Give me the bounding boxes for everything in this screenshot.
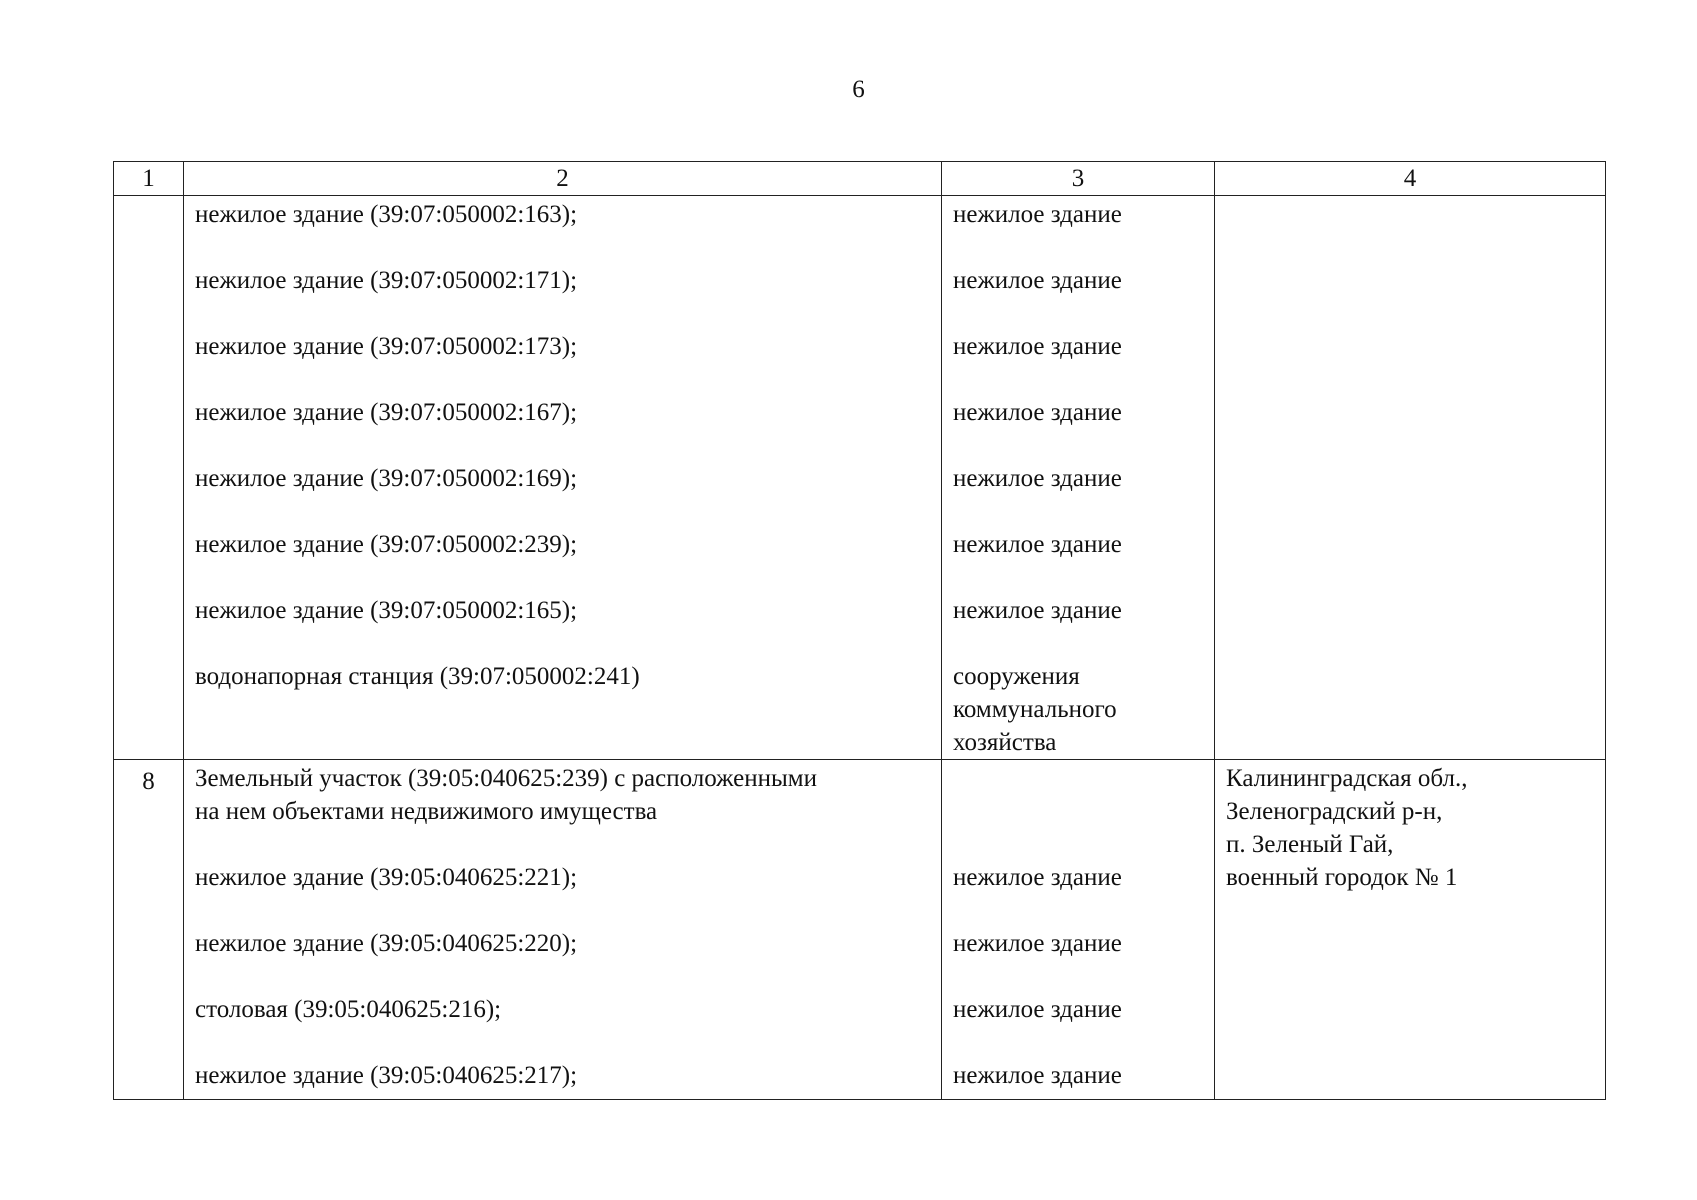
type-entry: нежилое здание [953,399,1122,426]
header-cell-2: 2 [184,162,942,196]
object-entry: нежилое здание (39:07:050002:173); [195,333,578,360]
objects-cell [184,196,942,760]
address-line: п. Зеленый Гай, [1226,831,1394,858]
object-entry: нежилое здание (39:05:040625:220); [195,930,578,957]
object-entry: нежилое здание (39:07:050002:165); [195,597,578,624]
object-entry: нежилое здание (39:05:040625:217); [195,1062,578,1089]
type-entry: нежилое здание [953,333,1122,360]
type-entry: нежилое здание [953,996,1122,1023]
table-row [114,760,1606,1100]
object-entry: столовая (39:05:040625:216); [195,996,502,1023]
type-entry: нежилое здание [953,597,1122,624]
types-cell [942,196,1215,760]
type-entry: сооружения коммунального хозяйства [953,663,1117,756]
page-number: 6 [852,76,865,103]
land-plot-line: Земельный участок (39:05:040625:239) с расположенными [195,765,817,792]
table-header-row [114,162,1606,196]
object-entry: нежилое здание (39:07:050002:171); [195,267,578,294]
land-plot-line: на нем объектами недвижимого имущества [195,798,658,825]
header-cell-3: 3 [942,162,1215,196]
object-entry: нежилое здание (39:07:050002:239); [195,531,578,558]
object-entry: нежилое здание (39:07:050002:169); [195,465,578,492]
row-number: 8 [114,760,184,1100]
table-row [114,196,1606,760]
property-table [113,161,1606,1100]
types-cell [942,760,1215,1100]
type-entry: нежилое здание [953,465,1122,492]
object-entry: нежилое здание (39:07:050002:167); [195,399,578,426]
header-cell-1: 1 [114,162,184,196]
type-entry: нежилое здание [953,930,1122,957]
objects-cell [184,760,942,1100]
header-cell-4: 4 [1215,162,1606,196]
object-entry: нежилое здание (39:05:040625:221); [195,864,578,891]
type-entry: нежилое здание [953,1062,1122,1089]
type-entry: нежилое здание [953,201,1122,228]
address-line: военный городок № 1 [1226,864,1458,891]
address-cell [1215,196,1606,760]
object-entry: водонапорная станция (39:07:050002:241) [195,663,640,690]
row-number [114,196,184,760]
object-entry: нежилое здание (39:07:050002:163); [195,201,578,228]
address-line: Зеленоградский р-н, [1226,798,1443,825]
type-entry: нежилое здание [953,864,1122,891]
type-entry: нежилое здание [953,531,1122,558]
address-cell [1215,760,1606,1100]
address-line: Калининградская обл., [1226,765,1468,792]
type-entry: нежилое здание [953,267,1122,294]
